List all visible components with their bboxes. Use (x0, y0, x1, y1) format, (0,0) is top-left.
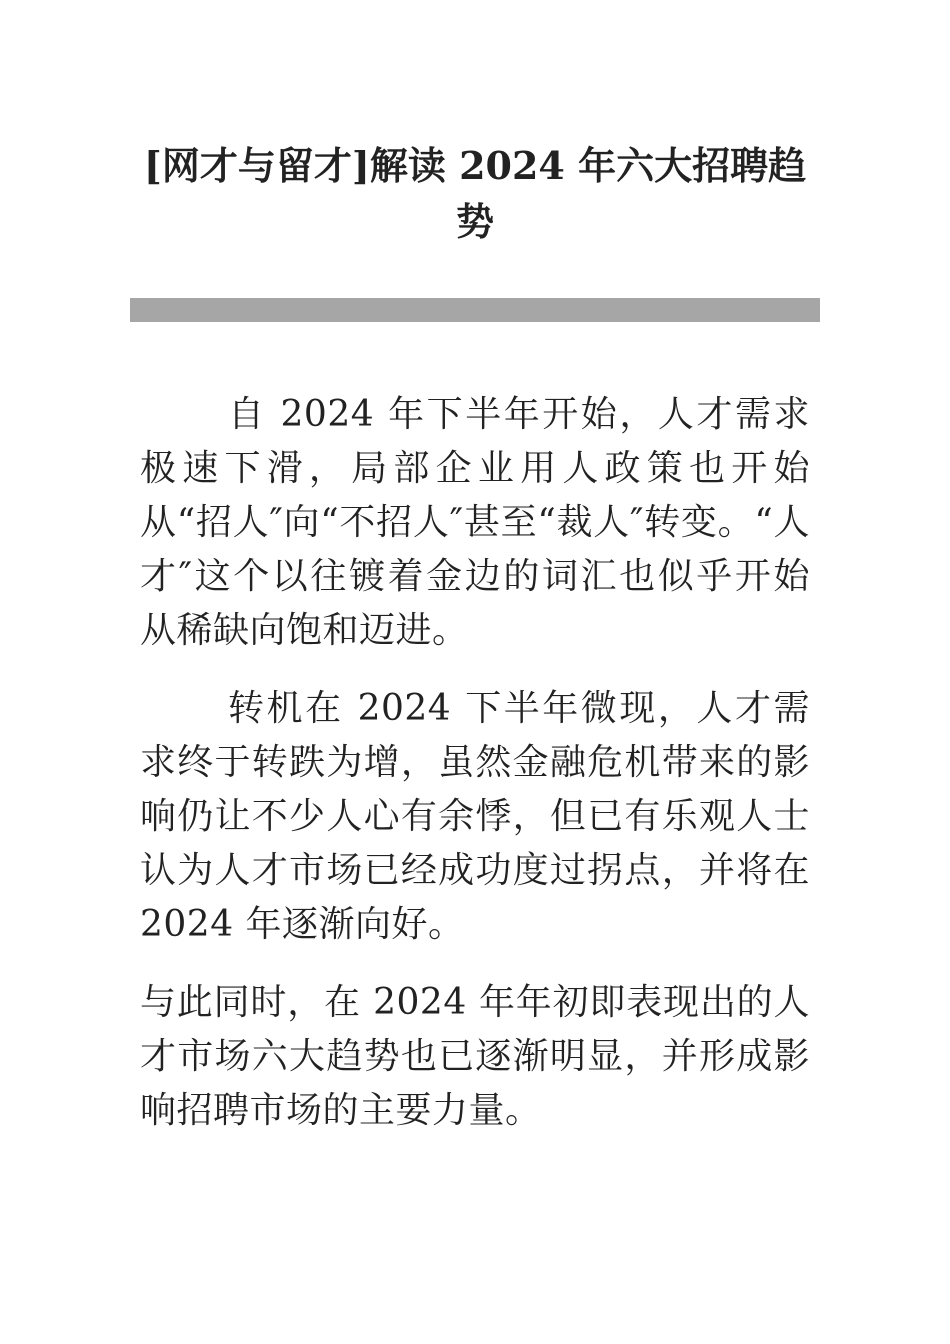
paragraph-2: 转机在 2024 下半年微现，人才需求终于转跌为增，虽然金融危机带来的影响仍让不少人心有余悸，但已有乐观人士认为人才市场已经成功度过拐点，并将在 2024 年逐渐向好。 (140, 688, 810, 945)
document-body (140, 388, 810, 1162)
document-title: [网才与留才]解读 2024 年六大招聘趋势 (143, 143, 807, 244)
title-divider-bar (130, 298, 820, 322)
paragraph-1: 自 2024 年下半年开始，人才需求极速下滑，局部企业用人政策也开始从“招人″向“不招人″甚至“裁人″转变。“人才″这个以往镀着金边的词汇也似乎开始从稀缺向饱和迈进。 (140, 394, 810, 651)
paragraph-3: 与此同时，在 2024 年年初即表现出的人才市场六大趋势也已逐渐明显，并形成影响招聘市场的主要力量。 (140, 982, 810, 1131)
